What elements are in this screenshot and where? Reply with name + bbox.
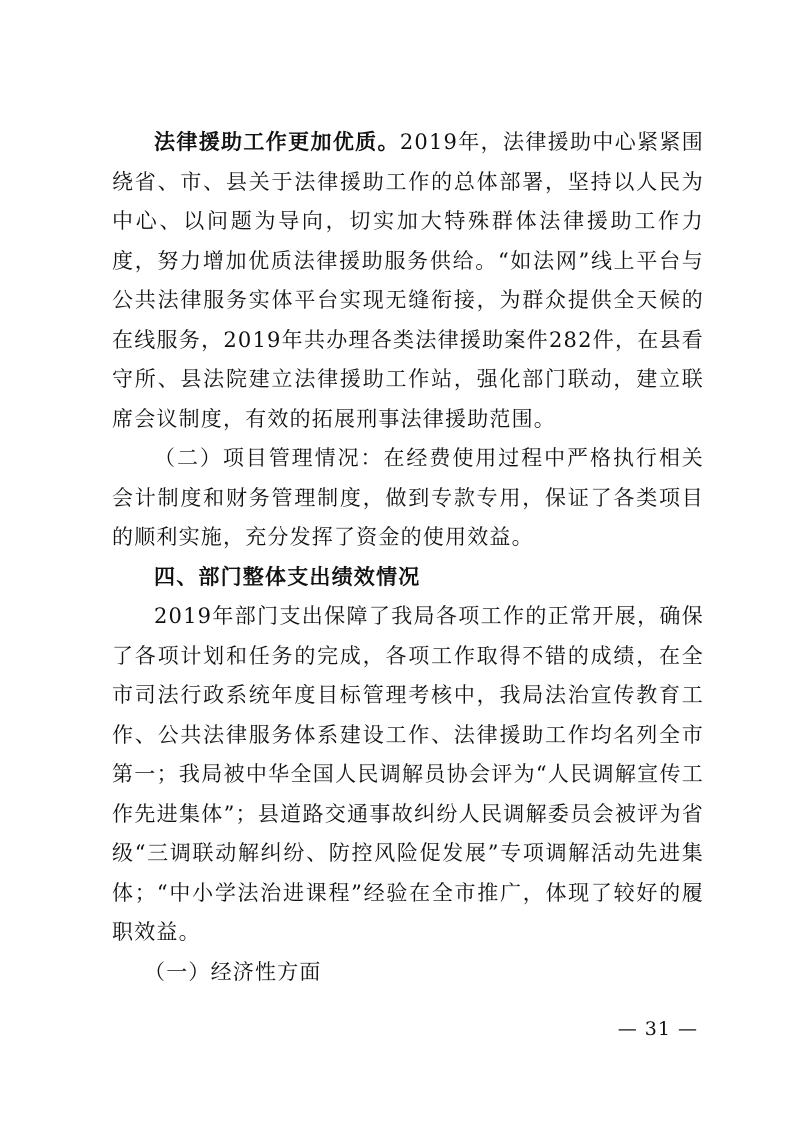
document-body bbox=[112, 122, 704, 992]
page-number: — 31 — bbox=[617, 1018, 698, 1040]
subheading-economy: （一）经济性方面 bbox=[144, 959, 322, 984]
paragraph-legal-aid bbox=[112, 122, 704, 439]
section-heading-performance: 四、部门整体支出绩效情况 bbox=[154, 564, 421, 589]
paragraph-performance: 2019年部门支出保障了我局各项工作的正常开展，确保了各项计划和任务的完成，各项工作取得不错的成绩，在全市司法行政系统年度目标管理考核中，我局法治宣传教育工作、公共法律服务体系建设工作、法律援助工作均名列全市第一；我局被中华全国人民调解员协会评为“人民调解宣传工作先进集体”；县道路交通事故纠纷人民调解委员会被评为省级“三调联动解纠纷、防控风险促发展”专项调解活动先进集体；“中小学法治进课程”经验在全市推广，体现了较好的履职效益。 bbox=[112, 604, 704, 944]
paragraph-lead-title: 法律援助工作更加优质。 bbox=[154, 129, 400, 154]
paragraph-legal-aid-text: 2019年，法律援助中心紧紧围绕省、市、县关于法律援助工作的总体部署，坚持以人民为中心、以问题为导向，切实加大特殊群体法律援助工作力度，努力增加优质法律援助服务供给。“如法网”线上平台与公共法律服务实体平台实现无缝衔接，为群众提供全天候的在线服务，2019年共办理各类法律援助案件282件，在县看守所、县法院建立法律援助工作站，强化部门联动，建立联席会议制度，有效的拓展刑事法律援助范围。 bbox=[112, 130, 704, 431]
paragraph-project-management: （二）项目管理情况：在经费使用过程中严格执行相关会计制度和财务管理制度，做到专款专用，保证了各类项目的顺利实施，充分发挥了资金的使用效益。 bbox=[112, 446, 704, 549]
